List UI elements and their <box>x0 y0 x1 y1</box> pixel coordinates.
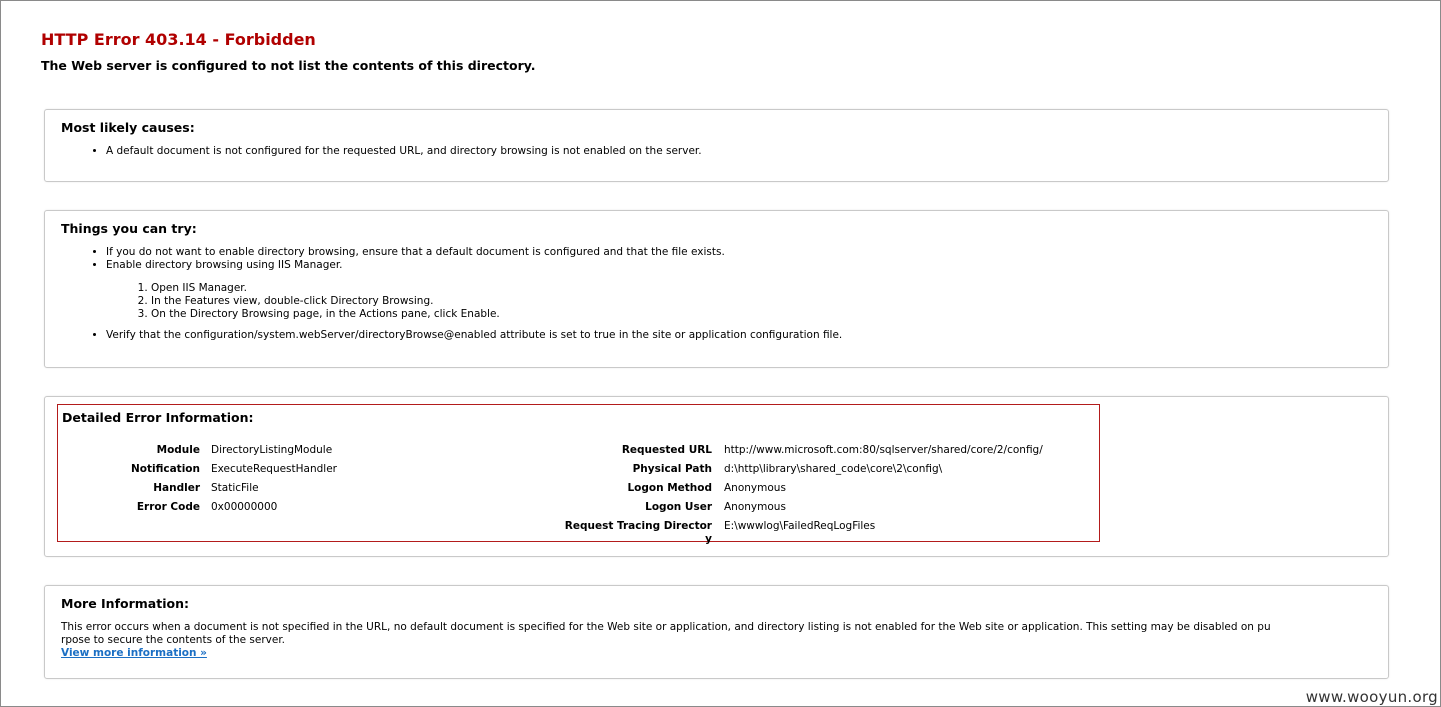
likely-causes-heading: Most likely causes: <box>61 120 195 135</box>
likely-causes-section <box>44 109 1389 182</box>
detail-label-line: y <box>705 533 712 545</box>
detail-value: ExecuteRequestHandler <box>211 463 337 475</box>
detail-value: DirectoryListingModule <box>211 444 333 456</box>
error-subtitle: The Web server is configured to not list the contents of this directory. <box>41 58 536 73</box>
try-item <box>106 259 1372 321</box>
detailed-error-panel <box>57 404 1100 545</box>
detail-value: 0x00000000 <box>211 501 278 513</box>
things-to-try-section <box>44 210 1389 368</box>
detail-label: Logon User <box>645 501 712 513</box>
more-information-section <box>44 585 1389 679</box>
detailed-error-heading: Detailed Error Information: <box>62 410 254 425</box>
more-information-text <box>61 621 1381 660</box>
detail-label: Notification <box>130 463 200 475</box>
view-more-information-link[interactable]: View more information » <box>61 647 207 659</box>
cause-item: • A default document is not configured for the requested URL, and directory browsing is not enabled on the server. <box>106 145 1372 158</box>
detail-label: Handler <box>153 482 200 494</box>
detail-label: Physical Path <box>632 463 712 475</box>
more-information-line: rpose to secure the contents of the server. <box>61 634 286 646</box>
error-title: HTTP Error 403.14 - Forbidden <box>41 30 316 49</box>
detail-label <box>542 520 712 546</box>
detail-label: Module <box>156 444 200 456</box>
step-item: 1. Open IIS Manager. <box>151 282 1372 295</box>
error-header <box>41 29 1381 75</box>
detail-label: Logon Method <box>627 482 712 494</box>
more-information-line: This error occurs when a document is not specified in the URL, no default document is specified for the Web site or application, and directory listing is not enabled for the Web site or application. This setting may be disabled on pu <box>61 621 1271 633</box>
detail-label-line: Request Tracing Director <box>564 520 712 532</box>
more-information-heading: More Information: <box>61 596 189 611</box>
try-item: • Verify that the configuration/system.webServer/directoryBrowse@enabled attribute is set to true in the site or application configuration file. <box>106 329 1372 342</box>
things-to-try-heading: Things you can try: <box>61 221 197 236</box>
try-item: • If you do not want to enable directory browsing, ensure that a default document is configured and that the file exists. <box>106 246 1372 259</box>
detail-value: Anonymous <box>724 501 786 513</box>
detail-value: StaticFile <box>211 482 259 494</box>
detailed-error-section <box>44 396 1389 557</box>
detail-label: Requested URL <box>621 444 712 456</box>
detail-value: d:\http\library\shared_code\core\2\config\ <box>724 463 943 475</box>
try-item-text: Enable directory browsing using IIS Manager. <box>106 259 343 271</box>
step-item: 2. In the Features view, double-click Directory Browsing. <box>151 295 1372 308</box>
detail-value: http://www.microsoft.com:80/sqlserver/shared/core/2/config/ <box>724 444 1043 456</box>
watermark: www.wooyun.org <box>1305 688 1438 706</box>
detail-value: E:\wwwlog\FailedReqLogFiles <box>724 520 876 532</box>
detail-label: Error Code <box>136 501 200 513</box>
detail-value: Anonymous <box>724 482 786 494</box>
step-item: 3. On the Directory Browsing page, in the Actions pane, click Enable. <box>151 308 1372 321</box>
